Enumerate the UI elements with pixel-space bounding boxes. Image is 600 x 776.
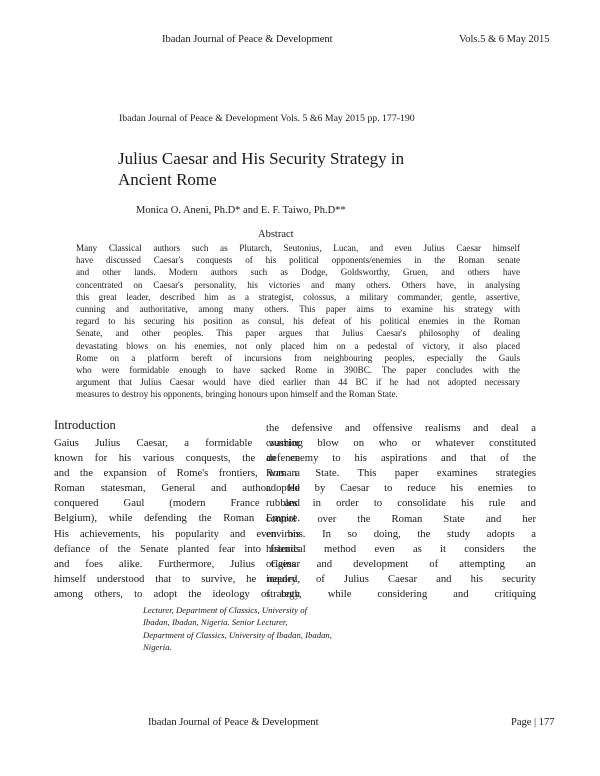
abstract-line: cunning and authoritative, among many others. This paper aims to examine his strategy with (76, 304, 520, 315)
abstract-line: and other lands. Modern authors such as Dodge, Goldsworthy, Gruen, and others have (76, 267, 520, 278)
article-title (118, 148, 448, 190)
body-column-left (54, 436, 300, 602)
body-line: adopted by Caesar to reduce his enemies to (266, 482, 536, 495)
body-line: strategy, while considering and critiquing (266, 588, 536, 601)
body-line: origins and development of attempting an (266, 557, 536, 570)
title-line: Julius Caesar and His Security Strategy in (118, 149, 405, 168)
body-line: the defensive and offensive realisms and deal a (266, 422, 536, 434)
body-line: environs. In so doing, the study adopts a (266, 527, 536, 540)
body-column-right (266, 421, 536, 602)
abstract-line: measures to destroy his opponents, bringing honours upon himself and the Roman State. (76, 389, 398, 400)
abstract-body (76, 242, 520, 401)
article-authors: Monica O. Aneni, Ph.D* and E. F. Taiwo, Ph.D** (136, 205, 346, 216)
abstract-line: have discussed Caesar's conquests of his political opponents/enemies in the Roman senate (76, 255, 520, 266)
body-line: an enemy to his aspirations and that of the (266, 452, 536, 465)
article-citation: Ibadan Journal of Peace & Development Vols. 5 &6 May 2015 pp. 177-190 (119, 113, 415, 124)
body-line: Belgium), while defending the Roman Empire. (54, 512, 300, 525)
title-line: Ancient Rome (118, 170, 217, 189)
body-line: himself understood that to survive, he needed, (54, 572, 300, 585)
abstract-line: argument that Julius Caesar would have died earlier than 44 BC if he had not adopted necessary (76, 377, 520, 388)
body-line: control over the Roman State and her (266, 512, 536, 525)
running-footer-journal: Ibadan Journal of Peace & Development (148, 717, 319, 728)
footnote-line: Department of Classics, University of Ibadan, Ibadan, (143, 629, 332, 640)
body-line: defiance of the Senate planted fear into friends (54, 542, 300, 555)
body-line: rubbles in order to consolidate his rule and (266, 497, 536, 510)
abstract-line: devastating blows on his enemies, not only placed him on a pedestal of victory, it also placed (76, 340, 520, 351)
body-line: crushing blow on who or whatever constituted (266, 437, 536, 450)
running-header-journal: Ibadan Journal of Peace & Development (162, 34, 333, 45)
abstract-line: Many Classical authors such as Plutarch, Seutonius, Lucan, and even Julius Caesar himself (76, 243, 520, 253)
abstract-line: this great leader, described him as a strategist, colossus, a military commander, gentle, assertive, (76, 291, 520, 302)
body-line: among others, to adopt the ideology of both (54, 587, 300, 600)
body-line: inquiry of Julius Caesar and his security (266, 572, 536, 585)
body-line: historical method even as it considers the (266, 542, 536, 555)
abstract-line: who were formidable enough to have sacked Rome in 390BC. The paper concludes with the (76, 365, 520, 376)
abstract-line: Rome on a platform bereft of incursions from neighbouring peoples, especially the Gauls (76, 352, 520, 363)
abstract-line: regard to his securing his position as consul, his defeat of his political enemies in the Roman (76, 316, 520, 327)
abstract-heading: Abstract (258, 229, 294, 240)
section-heading-introduction: Introduction (54, 418, 116, 432)
body-line: Roman statesman, General and author. He (54, 482, 300, 495)
abstract-line: Senate, and other peoples. This paper argues that Julius Caesar's philosophy of dealing (76, 328, 520, 339)
footnote-line: Lecturer, Department of Classics, University of (143, 605, 308, 615)
page-number: Page | 177 (511, 717, 555, 728)
body-line: known for his various conquests, the defence (54, 452, 300, 465)
body-line: Gaius Julius Caesar, a formidable warrior (54, 437, 300, 449)
running-header-volume: Vols.5 & 6 May 2015 (459, 34, 550, 45)
author-footnote (143, 604, 383, 654)
abstract-line: concentrated on Caesar's personality, his victories and many others. Others have, in analysing (76, 279, 520, 290)
body-line: Roman State. This paper examines strategies (266, 467, 536, 480)
body-line: conquered Gaul (modern France and (54, 497, 300, 510)
footnote-line: Ibadan, Ibadan, Nigeria. Senior Lecturer, (143, 617, 288, 628)
body-line: and foes alike. Furthermore, Julius Caesar (54, 557, 300, 570)
body-line: and the expansion of Rome's frontiers, was a (54, 467, 300, 480)
body-line: His achievements, his popularity and even his (54, 527, 300, 540)
footnote-line: Nigeria. (143, 642, 172, 653)
